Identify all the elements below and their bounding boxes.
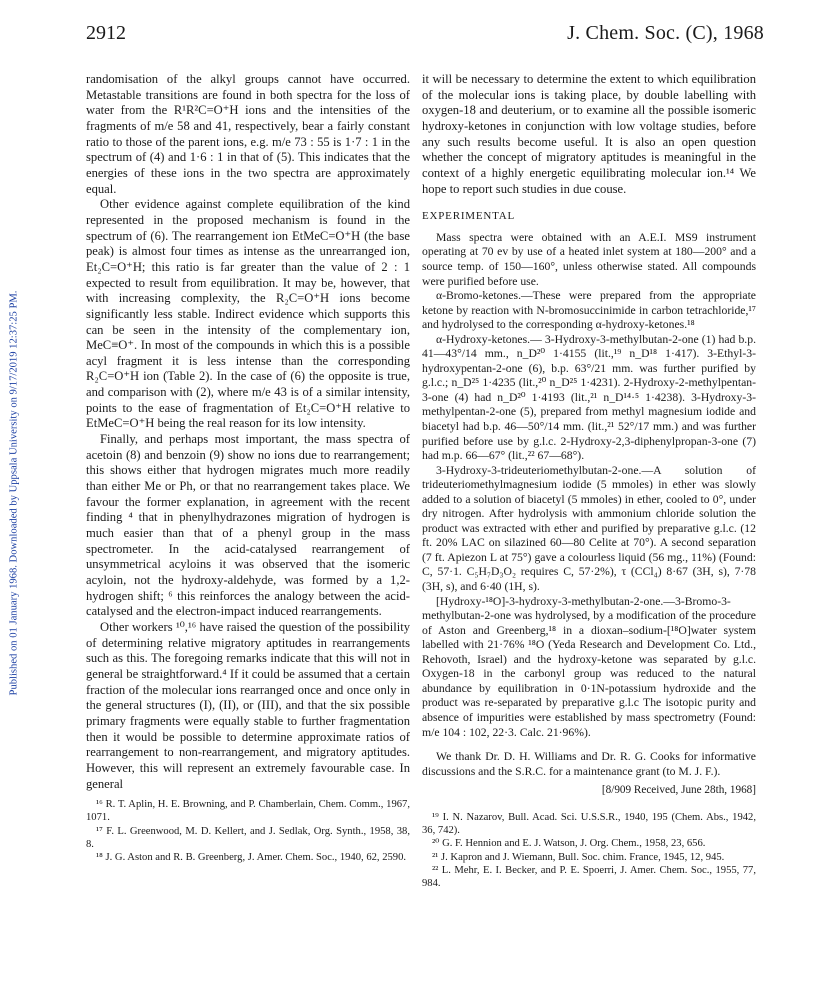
footnote-references: [422, 811, 756, 891]
experimental-paragraph: [Hydroxy-¹⁸O]-3-hydroxy-3-methylbutan-2-one.—3-Bromo-3-methylbutan-2-one was hydrolysed, by a modification of the procedure of Aston and Greenberg,¹⁸ in a dioxan–sodium-[¹⁸O]water system labelled with 21·76% ¹⁸O (Yeda Research and Development Co. Ltd., Rehovoth, Israel) and the hydroxy-ketone was separated by g.l.c. Oxygen-18 in the carbonyl group was reduced to the natural abundance by equilibration in 0·1N-potassium hydroxide and the product was re-separated by preparative g.l.c The isotopic purity and absence of impurities were established by mass spectrometry (Found: m/e 104 : 102, 22·3. Calc. 21·96%).: [422, 594, 756, 739]
reference-19: ¹⁹ I. N. Nazarov, Bull. Acad. Sci. U.S.S.R., 1940, 195 (Chem. Abs., 1942, 36, 742).: [422, 811, 756, 837]
body-paragraph: Other evidence against complete equilibration of the kind represented in the proposed mechanism is found in the spectrum of (6). The rearrangement ion EtMeC=O⁺H (the base peak) is almost four times as intense as the unrearranged ion, Et₂C=O⁺H; this ratio is far greater than the value of 2 : 1 expected to result from equilibration. It may be, however, that with increasing complexity, the R₂C=O⁺H ions become significantly less stable. Indirect evidence which supports this can be seen in the intensity of the complementary ion, MeC≡O⁺. In most of the compounds in which this is a possible acyl fragment it is less intense than the corresponding R₂C=O⁺H ion (Table 2). In the case of (6) the opposite is true, and comparison with (2), where m/e 43 is of a similar intensity, points to the ease of fragmentation of Et₂C=O⁺H relative to EtMeC=O⁺H being the real reason for its low intensity.: [86, 197, 410, 431]
reference-21: ²¹ J. Kapron and J. Wiemann, Bull. Soc. chim. France, 1945, 12, 945.: [432, 851, 725, 863]
reference-17: ¹⁷ F. L. Greenwood, M. D. Kellert, and J. Sedlak, Org. Synth., 1958, 38, 8.: [86, 825, 410, 851]
experimental-paragraph: 3-Hydroxy-3-trideuteriomethylbutan-2-one.—A solution of trideuteriomethylmagnesium iodide (5 mmoles) in ether was slowly added to a solution of biacetyl (5 mmoles) in ether, cooled to 0°, under dry nitrogen. After hydrolysis with ammonium chloride solution the product was extracted with ether and purified by preparative g.l.c. (12 ft. 20% LAC on silazined 60—80 Celite at 70°). A second separation (7 ft. Apiezon L at 75°) gave a colourless liquid (56 mg., 11%) (Found: C, 57·1. C₅H₇D₃O₂ requires C, 57·2%), τ (CCl₄) 8·67 (3H, s), 7·78 (3H, s), and 6·40 (1H, s).: [422, 463, 756, 594]
body-paragraph: it will be necessary to determine the extent to which equilibration of the molecular ions is taking place, by double labelling with oxygen-18 and deuterium, or to examine all the possible isomeric hydroxy-ketones in conjunction with low voltage studies, before any such results become useful. It is also an open question whether the concept of migratory aptitudes is meaningful in the context of a highly energetic equilibrating molecular ion.¹⁴ We hope to report such studies in due couse.: [422, 72, 756, 196]
download-watermark-text[interactable]: Published on 01 January 1968. Downloaded by Uppsala University on 9/17/2019 12:37:25 PM.: [8, 290, 20, 696]
left-column: [86, 72, 410, 865]
body-paragraph: randomisation of the alkyl groups cannot have occurred. Metastable transitions are found in both spectra for the loss of water from the R¹R²C=O⁺H ions and the intensities of the fragments of m/e 58 and 41, respectively, bear a fairly constant ratio to those of the parent ions, e.g. m/e 73 : 55 is 1·7 : 1 in the spectrum of (4) and 1·6 : 1 in that of (5). This indicates that the energies of these ions in the two spectra are approximately equal.: [86, 72, 410, 196]
reference-16: ¹⁶ R. T. Aplin, H. E. Browning, and P. Chamberlain, Chem. Comm., 1967, 1071.: [86, 799, 410, 824]
acknowledgement: We thank Dr. D. H. Williams and Dr. R. G. Cooks for informative discussions and the S.R.C. for a maintenance grant (to M. J. F.).: [422, 750, 756, 778]
experimental-paragraph: α-Bromo-ketones.—These were prepared from the appropriate ketone by reaction with N-bromosuccinimide in carbon tetrachloride,¹⁷ and hydrolysed to the corresponding α-hydroxy-ketones.¹⁸: [422, 289, 756, 332]
body-paragraph: Finally, and perhaps most important, the mass spectra of acetoin (8) and benzoin (9) show no ions due to rearrangement; this shows either that hydrogen migrates much more readily than either Me or Ph, or that no rearrangement takes place. We favour the former explanation, in agreement with the recent finding ⁴ that in phenylhydrazones migration of hydrogen is much easier than that of a phenyl group in the mass spectrometer. In the acid-catalysed rearrangement of unsymmetrical acyloins it was observed that the isomeric acyloin, not the hydroxy-aldehyde, was formed by a 1,2-hydrogen shift; ⁶ this reinforces the analogy between the acid-catalysed and the electron-impact induced rearrangements.: [86, 432, 410, 619]
page-header: [86, 22, 764, 48]
body-paragraph: Other workers ¹⁰,¹⁶ have raised the question of the possibility of determining relative migratory aptitudes in rearrangements such as this. The foregoing remarks indicate that this will not in general be straightforward.⁴ If it could be assumed that a certain fraction of the molecular ions rearranged once and once only in the general structures (I), (II), or (III), and that the six possible primary fragments were equally stable to further fragmentation then it would be possible to determine approximate ratios of rearrangement to non-rearrangement, and migratory aptitudes. However, this will represent an extremely favourable case. In general: [86, 619, 410, 791]
journal-running-head: J. Chem. Soc. (C), 1968: [567, 22, 764, 44]
received-date: [8/909 Received, June 28th, 1968]: [601, 784, 756, 797]
reference-20: ²⁰ G. F. Hennion and E. J. Watson, J. Org. Chem., 1958, 23, 656.: [432, 838, 706, 850]
page-number: 2912: [86, 22, 126, 44]
section-heading-experimental: EXPERIMENTAL: [422, 210, 516, 223]
footnote-references: [86, 798, 410, 864]
right-column: [422, 72, 756, 891]
download-watermark: [4, 188, 24, 798]
reference-18: ¹⁸ J. G. Aston and R. B. Greenberg, J. Amer. Chem. Soc., 1940, 62, 2590.: [96, 852, 407, 864]
experimental-paragraph: α-Hydroxy-ketones.— 3-Hydroxy-3-methylbutan-2-one (1) had b.p. 41—43°/14 mm., n_D²⁰ 1·4155 (lit.,¹⁹ n_D¹⁸ 1·417). 3-Ethyl-3-hydroxypentan-2-one (6), b.p. 63°/21 mm. was further purified by g.l.c.; n_D²⁵ 1·4235 (lit.,²⁰ n_D²⁵ 1·4231). 2-Hydroxy-2-methylpentan-3-one (4) had n_D²⁰ 1·4193 (lit.,²¹ n_D¹⁴·⁵ 1·4238). 3-Hydroxy-3-methylpentan-2-one (5), prepared from methyl magnesium iodide and biacetyl had b.p. 46—50°/14 mm. (lit.,²¹ 52°/17 mm.) and was further purified before use by g.l.c. 2-Hydroxy-2,3-diphenylpropan-3-one (7) had m.p. 66—67° (lit.,²² 67—68°).: [422, 332, 756, 463]
experimental-paragraph: Mass spectra were obtained with an A.E.I. MS9 instrument operating at 70 ev by use of a heated inlet system at 180—200° and a source temp. of 150—160°, unless otherwise stated. All compounds were purified before use.: [422, 230, 756, 288]
experimental-section: [422, 231, 756, 740]
reference-22: ²² L. Mehr, E. I. Becker, and P. E. Spoerri, J. Amer. Chem. Soc., 1955, 77, 984.: [422, 864, 756, 890]
